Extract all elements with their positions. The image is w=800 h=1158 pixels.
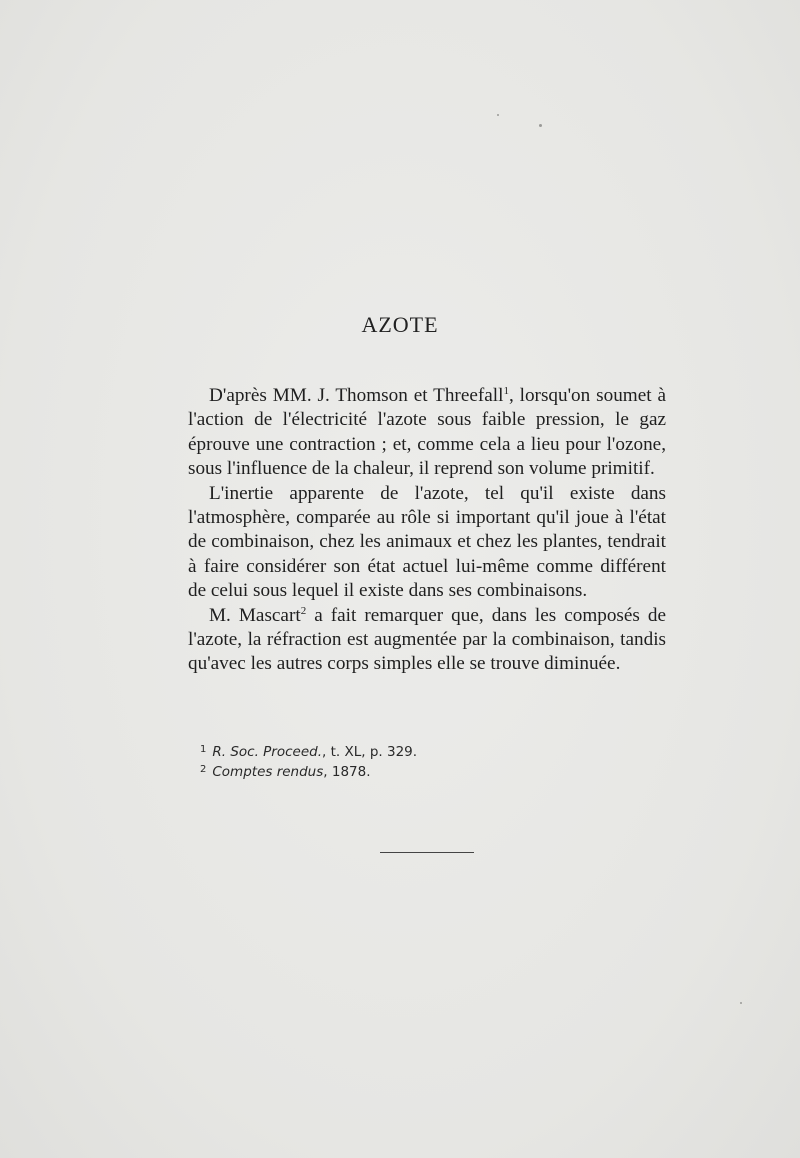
paper-speck — [497, 114, 499, 116]
paragraph-1 — [188, 384, 666, 482]
paragraph-1-text-b: , lorsqu'on soumet à l'action de l'électricité l'azote sous faible pression, le gaz éprouve une contraction ; et, comme cela a lieu pour l'ozone, sous l'influence de la chaleur, il reprend son volume primitif. — [188, 385, 666, 480]
footnotes — [200, 741, 670, 781]
paper-speck — [539, 124, 542, 127]
paragraph-1-text-a: D'après MM. J. Thomson et Threefall — [209, 385, 504, 406]
footnote-number: 2 — [200, 764, 207, 775]
paragraph-3 — [188, 604, 666, 677]
footnote-2 — [200, 761, 670, 781]
footnote-source: Comptes rendus — [212, 764, 324, 780]
footnote-1 — [200, 741, 670, 761]
footnote-source: R. Soc. Proceed. — [212, 744, 323, 760]
body-text — [188, 384, 666, 677]
footnote-number: 1 — [200, 744, 207, 755]
paragraph-3-text-b: a fait remarquer que, dans les composés de l'azote, la réfraction est augmentée par la combinaison, tandis qu'avec les autres corps simples elle se trouve diminuée. — [188, 604, 667, 675]
footnote-ref-2[interactable]: 2 — [300, 604, 307, 617]
paragraph-2: L'inertie apparente de l'azote, tel qu'il existe dans l'atmosphère, comparée au rôle si important qu'il joue à l'état de combinaison, chez les animaux et chez les plantes, tendrait à faire considérer son état actuel lui-même comme différent de celui sous lequel il existe dans ses combinaisons. — [188, 482, 666, 602]
chapter-title: AZOTE — [361, 312, 439, 337]
section-end-rule — [380, 852, 474, 853]
paper-speck — [740, 1002, 742, 1004]
footnote-detail: , 1878. — [323, 764, 371, 780]
footnote-ref-1[interactable]: 1 — [503, 385, 509, 397]
footnote-detail: , t. XL, p. 329. — [322, 744, 418, 760]
paragraph-3-text-a: M. Mascart — [209, 604, 301, 626]
